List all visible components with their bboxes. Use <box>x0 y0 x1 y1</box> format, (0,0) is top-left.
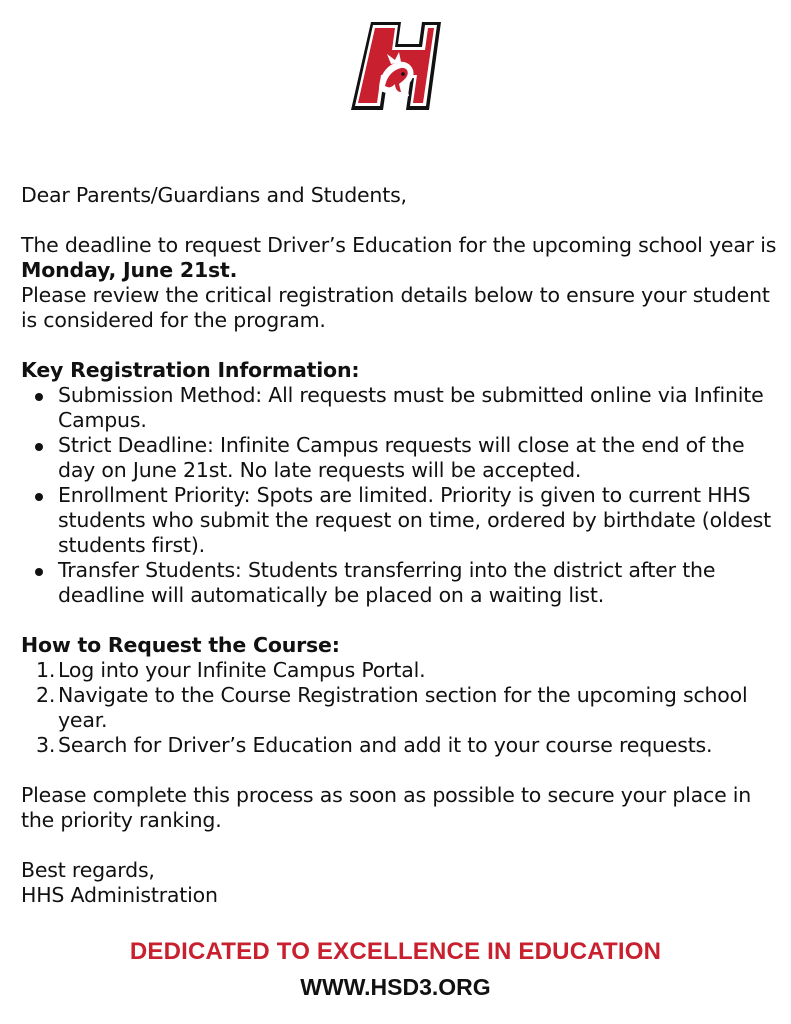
list-item <box>21 658 781 683</box>
signoff: Best regards, <box>21 858 155 882</box>
footer-url: WWW.HSD3.ORG <box>300 974 491 1000</box>
intro-paragraph <box>21 233 781 283</box>
list-item <box>21 683 781 733</box>
review-paragraph: Please review the critical registration details below to ensure your student is considered for the program. <box>21 283 770 332</box>
key-registration-heading: Key Registration Information: <box>21 358 360 382</box>
list-item: Transfer Students: Students transferring into the district after the deadline will automatically be placed on a waiting list. <box>21 558 781 608</box>
list-item: Enrollment Priority: Spots are limited. Priority is given to current HHS students who submit the request on time, ordered by birthdate (oldest students first). <box>21 483 781 558</box>
key-registration-list <box>21 383 781 608</box>
letter-body <box>21 183 781 908</box>
h-mustang-logo-icon <box>349 20 441 110</box>
list-item: Strict Deadline: Infinite Campus requests will close at the end of the day on June 21st. No late requests will be accepted. <box>21 433 781 483</box>
step-number: 1. <box>36 658 56 682</box>
step-number: 2. <box>36 683 56 707</box>
how-to-request-steps <box>21 658 781 758</box>
closing-paragraph: Please complete this process as soon as possible to secure your place in the priority ranking. <box>21 783 752 832</box>
greeting: Dear Parents/Guardians and Students, <box>21 183 407 207</box>
how-to-request-heading: How to Request the Course: <box>21 633 340 657</box>
step-text: Log into your Infinite Campus Portal. <box>58 658 426 682</box>
deadline-date: Monday, June 21st. <box>21 258 238 282</box>
step-number: 3. <box>36 733 56 757</box>
step-text: Navigate to the Course Registration section for the upcoming school year. <box>58 683 748 732</box>
step-text: Search for Driver’s Education and add it to your course requests. <box>58 733 713 757</box>
list-item: Submission Method: All requests must be submitted online via Infinite Campus. <box>21 383 781 433</box>
school-logo <box>349 20 441 110</box>
list-item <box>21 733 781 758</box>
intro-prefix: The deadline to request Driver’s Education for the upcoming school year is <box>21 233 777 257</box>
signature: HHS Administration <box>21 883 218 907</box>
footer-slogan: DEDICATED TO EXCELLENCE IN EDUCATION <box>129 938 662 965</box>
